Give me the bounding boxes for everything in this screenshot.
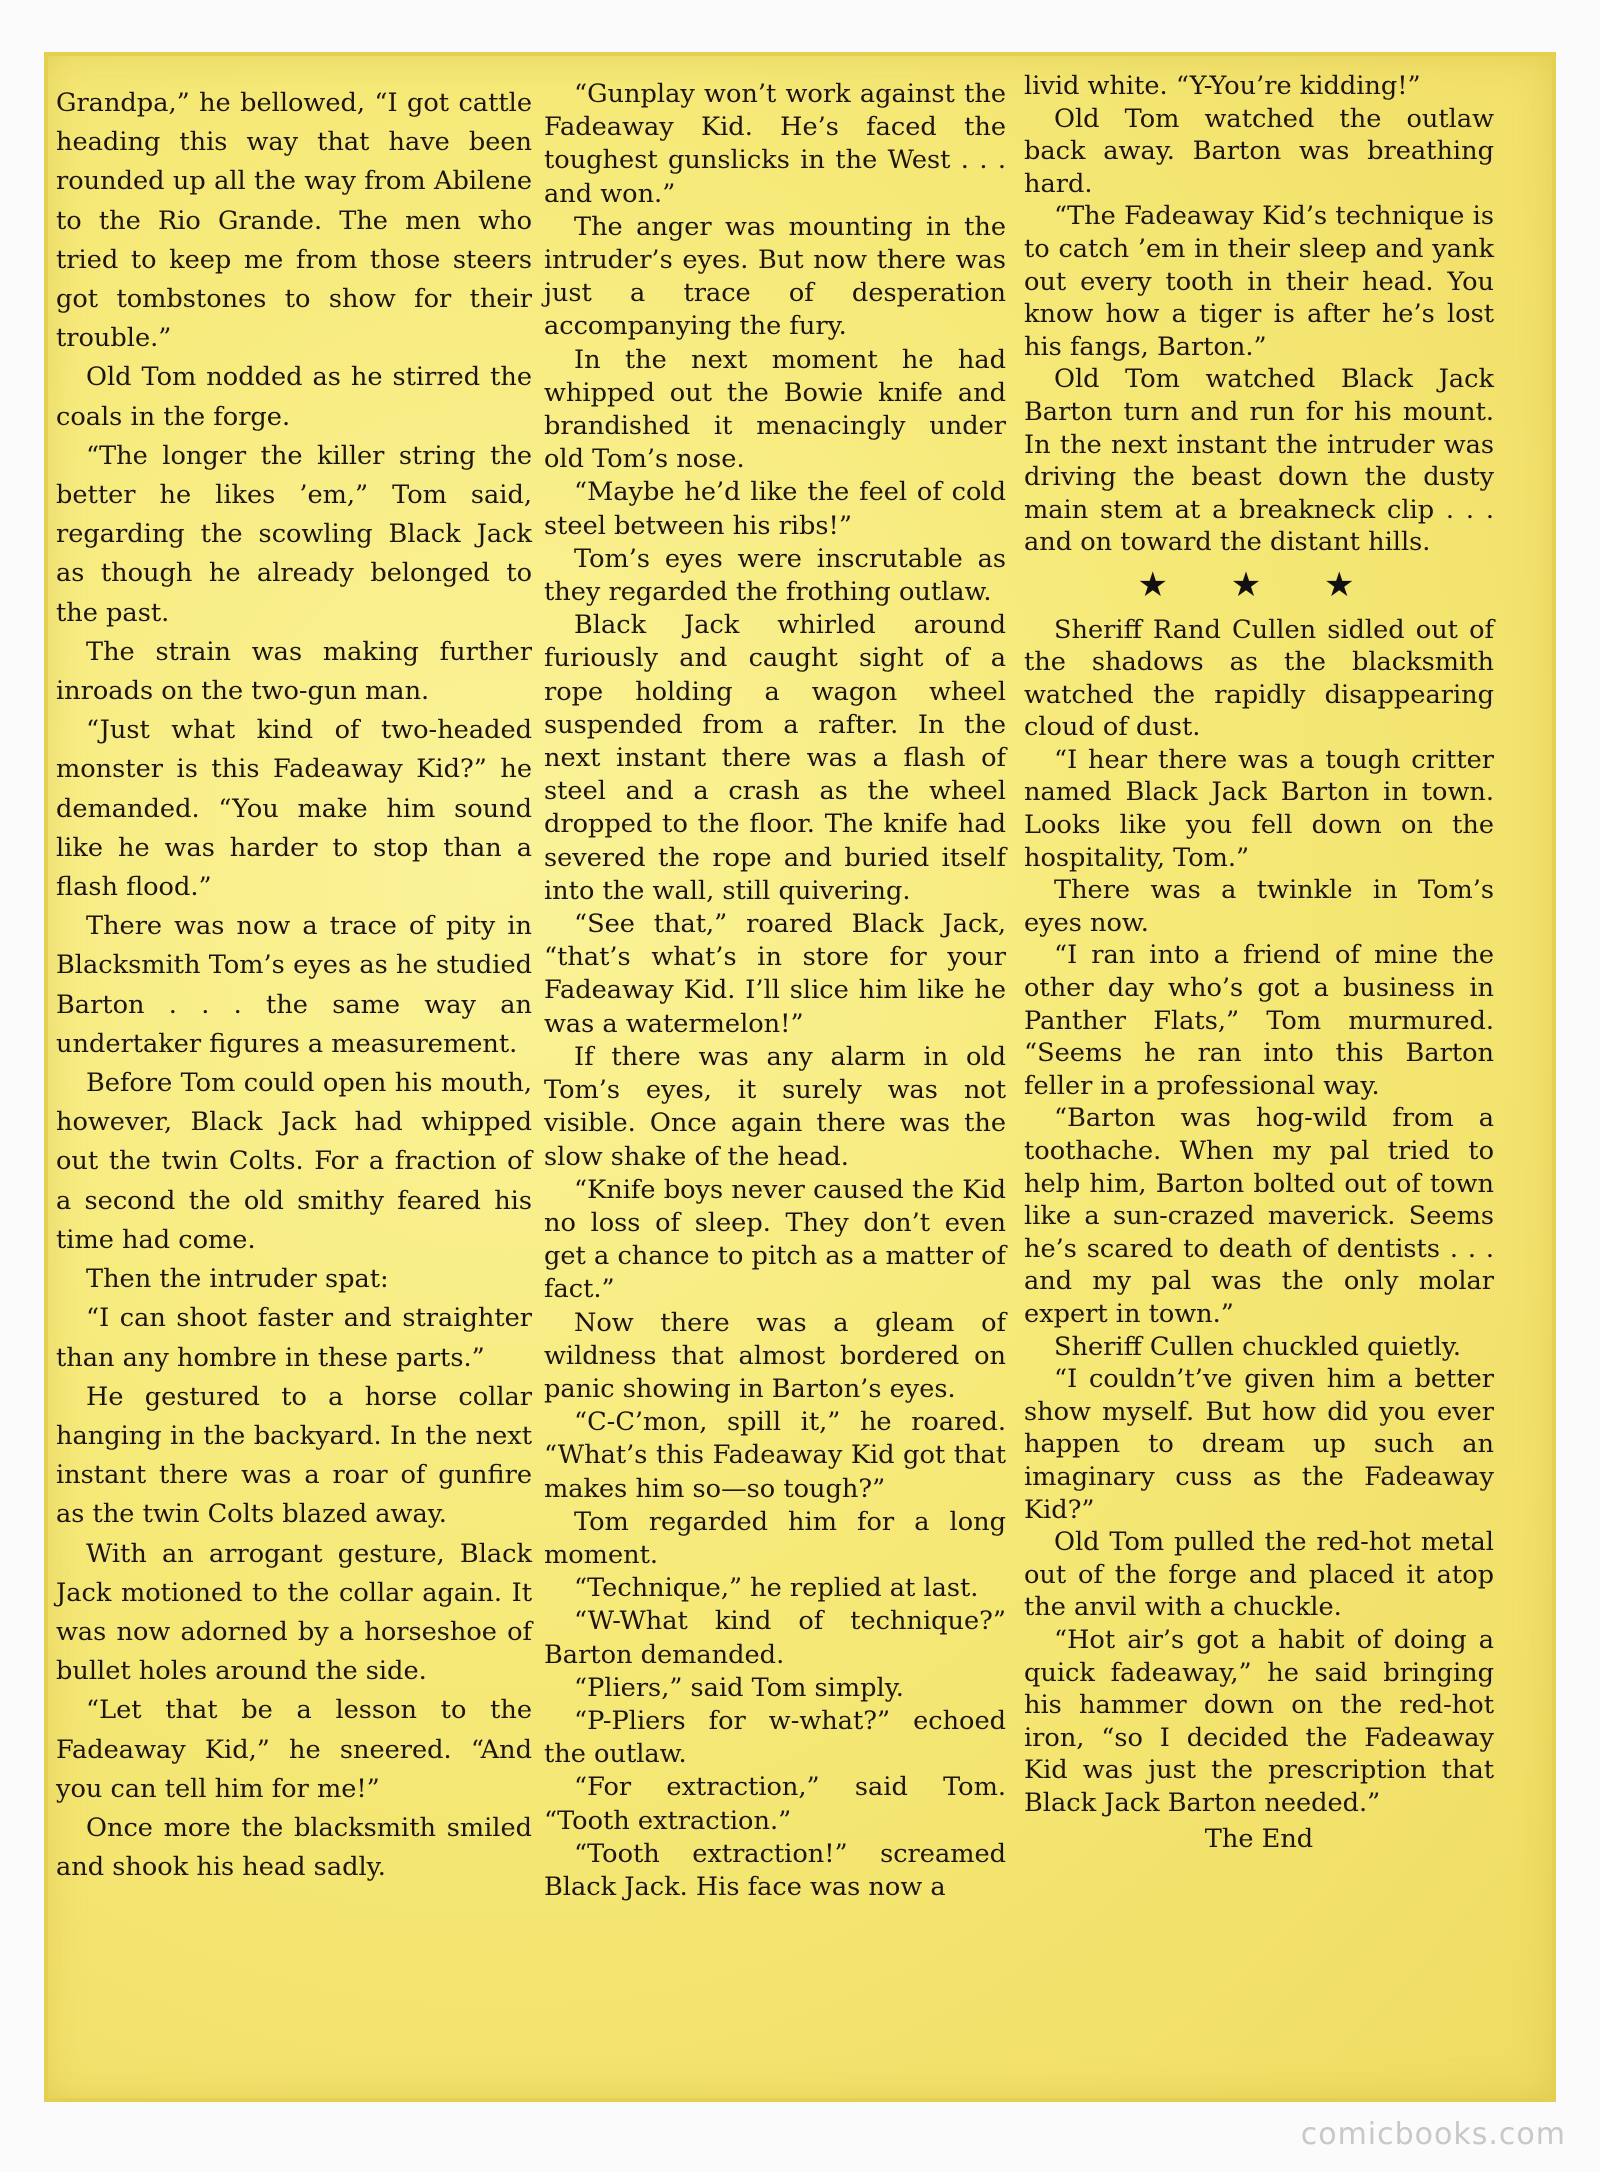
paragraph: “W-What kind of technique?” Barton demanded. [544,1606,1006,1670]
paragraph: Tom’s eyes were inscrutable as they regarded the frothing outlaw. [544,543,1006,608]
paragraph: Old Tom watched Black Jack Barton turn and run for his mount. In the next instant the intruder was driving the beast down the dusty main stem at a breakneck clip . . . and on toward the distant hills. [1024,364,1494,558]
paragraph: Old Tom pulled the red-hot metal out of the forge and placed it atop the anvil with a chuckle. [1024,1527,1494,1623]
column-1 [56,84,532,1887]
paragraph: “For extraction,” said Tom. “Tooth extraction.” [544,1772,1006,1836]
paragraph: “See that,” roared Black Jack, “that’s what’s in store for your Fadeaway Kid. I’ll slice him like he was a watermelon!” [544,909,1006,1039]
section-separator: ★ ★ ★ [1137,564,1381,605]
paragraph: Grandpa,” he bellowed, “I got cattle heading this way that have been rounded up all the way from Abilene to the Rio Grande. The men who tried to keep me from those steers got tombstones to show for their trouble.” [56,88,532,354]
paragraph: Old Tom nodded as he stirred the coals in the forge. [56,362,532,432]
paragraph: Once more the blacksmith smiled and shook his head sadly. [56,1812,532,1883]
paragraph: He gestured to a horse collar hanging in the backyard. In the next instant there was a roar of gunfire as the twin Colts blazed away. [56,1381,532,1530]
paragraph: The strain was making further inroads on the two-gun man. [56,636,532,707]
paragraph: “Tooth extraction!” screamed Black Jack. His face was now a [544,1838,1006,1902]
paragraph: There was a twinkle in Tom’s eyes now. [1024,875,1494,938]
watermark: comicbooks.com [1300,2117,1566,2152]
paragraph: Old Tom watched the outlaw back away. Barton was breathing hard. [1024,103,1494,199]
paragraph: Sheriff Cullen chuckled quietly. [1054,1331,1461,1362]
paragraph: Now there was a gleam of wildness that almost bordered on panic showing in Barton’s eyes. [544,1307,1006,1404]
paragraph: “Just what kind of two-headed monster is this Fadeaway Kid?” he demanded. “You make him sound like he was harder to stop than a flash flood.” [56,715,532,903]
paragraph: The anger was mounting in the intruder’s eyes. But now there was just a trace of desperation accompanying the fury. [544,211,1006,342]
paragraph: “C-C’mon, spill it,” he roared. “What’s this Fadeaway Kid got that makes him so—so tough?” [544,1407,1006,1504]
paragraph: “The Fadeaway Kid’s technique is to catch ’em in their sleep and yank out every tooth in their head. You know how a tiger is after he’s lost his fangs, Barton.” [1024,201,1494,362]
paragraph: Tom regarded him for a long moment. [544,1506,1006,1570]
paragraph: “Knife boys never caused the Kid no loss of sleep. They don’t even get a chance to pitch as a matter of fact.” [544,1174,1006,1305]
paragraph: Black Jack whirled around furiously and caught sight of a rope holding a wagon wheel suspended from a rafter. In the next instant there was a flash of steel and a crash as the wheel dropped to the floor. The knife had severed the rope and buried itself into the wall, still quivering. [544,610,1006,906]
paragraph: Then the intruder spat: [86,1264,389,1295]
the-end: The End [1204,1824,1314,1855]
paragraph: “Let that be a lesson to the Fadeaway Kid,” he sneered. “And you can tell him for me!” [56,1695,532,1804]
paragraph: “I can shoot faster and straighter than any hombre in these parts.” [56,1303,532,1373]
paragraph: “P-Pliers for w-what?” echoed the outlaw. [544,1705,1006,1770]
paragraph: “Hot air’s got a habit of doing a quick fadeaway,” he said bringing his hammer down on the red-hot iron, “so I decided the Fadeaway Kid was just the prescription that Black Jack Barton needed.” [1024,1624,1494,1818]
paragraph: “Pliers,” said Tom simply. [574,1672,904,1703]
paragraph: Sheriff Rand Cullen sidled out of the shadows as the blacksmith watched the rapidly disappearing cloud of dust. [1024,614,1494,743]
paragraph: “I couldn’t’ve given him a better show myself. But how did you ever happen to dream up such an imaginary cuss as the Fadeaway Kid?” [1024,1364,1494,1525]
paragraph: If there was any alarm in old Tom’s eyes, it surely was not visible. Once again there was the slow shake of the head. [544,1041,1006,1172]
paragraph: “The longer the killer string the better he likes ’em,” Tom said, regarding the scowling Black Jack as though he already belonged to the past. [56,440,532,628]
paragraph: Before Tom could open his mouth, however, Black Jack had whipped out the twin Colts. For a fraction of a second the old smithy feared his time had come. [56,1068,532,1255]
paragraph: “Gunplay won’t work against the Fadeaway Kid. He’s faced the toughest gunslicks in the West . . . and won.” [544,79,1006,209]
column-3 [1024,70,1494,1856]
paragraph: “Maybe he’d like the feel of cold steel between his ribs!” [544,477,1006,541]
paragraph: In the next moment he had whipped out the Bowie knife and brandished it menacingly under old Tom’s nose. [544,344,1006,475]
paragraph: livid white. “Y-You’re kidding!” [1024,71,1421,101]
paragraph: With an arrogant gesture, Black Jack motioned to the collar again. It was now adorned by a horseshoe of bullet holes around the side. [56,1538,532,1687]
paragraph: There was now a trace of pity in Blacksmith Tom’s eyes as he studied Barton . . . the same way an undertaker figures a measurement. [56,911,532,1059]
column-2 [544,78,1006,1904]
story-page [44,52,1556,2102]
paragraph: “I ran into a friend of mine the other day who’s got a business in Panther Flats,” Tom murmured. “Seems he ran into this Barton feller in a professional way. [1024,940,1494,1101]
paragraph: “I hear there was a tough critter named Black Jack Barton in town. Looks like you fell down on the hospitality, Tom.” [1024,744,1494,873]
paragraph: “Technique,” he replied at last. [574,1573,979,1604]
paragraph: “Barton was hog-wild from a toothache. When my pal tried to help him, Barton bolted out of town like a sun-crazed maverick. Seems he’s scared to death of dentists . . . and my pal was the only molar expert in town.” [1024,1103,1494,1329]
